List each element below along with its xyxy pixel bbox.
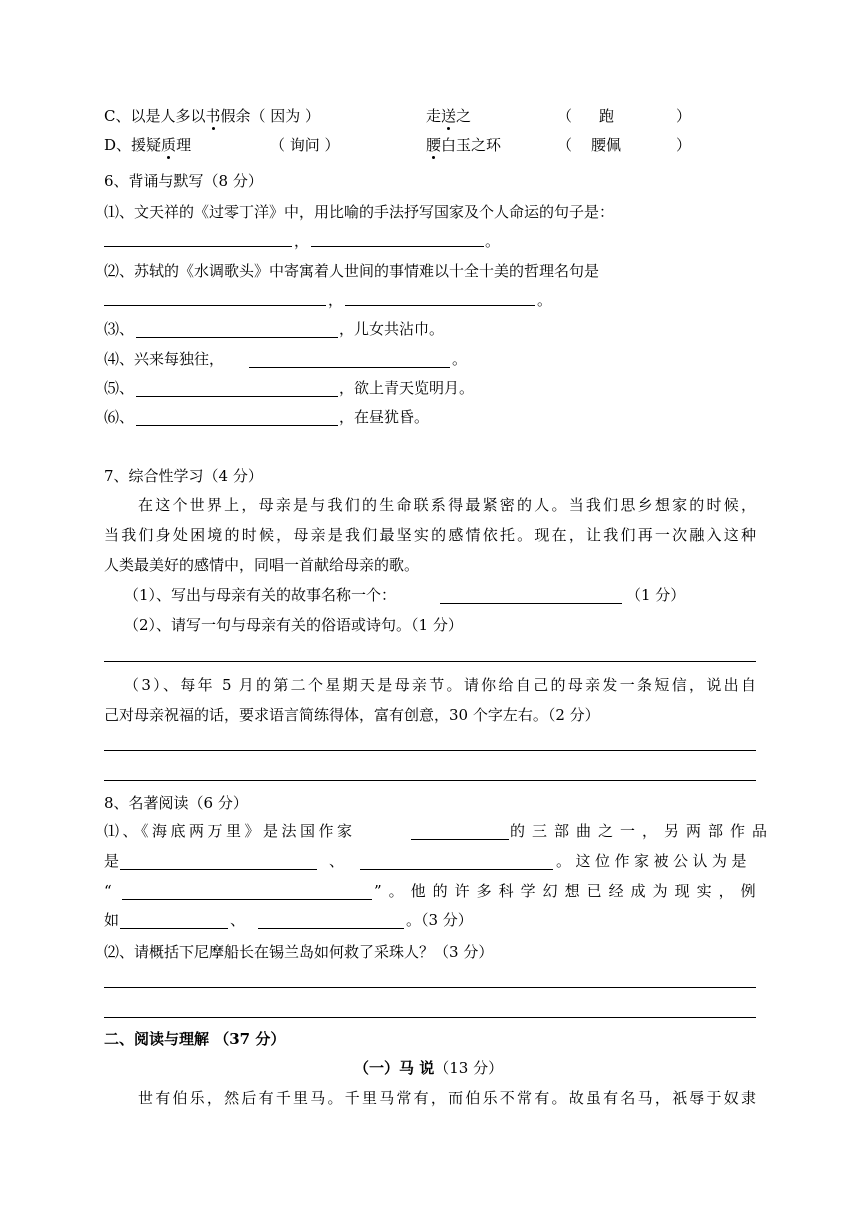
poem-line: ，欲上青天览明月。 — [339, 379, 475, 397]
punct: ， — [294, 232, 310, 250]
phrase-text: 走 — [426, 107, 442, 125]
answer-blank[interactable] — [360, 869, 553, 870]
points: 。（3 分） — [406, 911, 473, 929]
emphasized-char: 送 — [441, 107, 457, 125]
points: （1 分） — [626, 586, 686, 604]
option-d-meaning1: （ 询问 ） — [270, 136, 340, 154]
q6-item1-prompt: ⑴、文天祥的《过零丁洋》中，用比喻的手法抒写国家及个人命运的句子是： — [104, 203, 615, 221]
q6-item2-prompt: ⑵、苏轼的《水调歌头》中寄寓着人世间的事情难以十全十美的哲理名句是 — [104, 262, 600, 280]
q7-sub3-line: 己对母亲祝福的话，要求语言简练得体，富有创意，30 个字左右。（2 分） — [104, 706, 600, 724]
q8-text: 。这位作家被公认为是 — [556, 852, 752, 870]
points: （13 分） — [434, 1059, 504, 1077]
answer-line[interactable] — [104, 780, 756, 781]
paren-close: ） — [676, 107, 692, 125]
answer-blank[interactable] — [122, 899, 372, 900]
answer-blank[interactable] — [120, 928, 228, 929]
phrase-meaning: 假余（ 因为 ） — [220, 107, 321, 125]
punct: 、 — [230, 911, 246, 929]
phrase-text: 白玉之环 — [441, 136, 502, 154]
q8-text: ”。他的许多科学幻想已经成为现实，例 — [374, 882, 763, 900]
q7-paragraph-line: 在这个世界上，母亲是与我们的生命联系得最紧密的人。当我们思乡想家的时候， — [138, 496, 756, 514]
answer-blank[interactable] — [136, 425, 338, 426]
option-letter: D、 — [104, 136, 132, 154]
answer-blank[interactable] — [311, 246, 484, 247]
q7-sub1-prompt: （1）、写出与母亲有关的故事名称一个： — [124, 586, 397, 604]
answer-line[interactable] — [104, 661, 756, 662]
paren-open: （ — [557, 136, 573, 154]
passage-title-text: （一）马 说 — [354, 1059, 435, 1077]
q8-item2-prompt: ⑵、请概括下尼摩船长在锡兰岛如何救了采珠人？（3 分） — [104, 943, 494, 961]
answer-blank[interactable] — [440, 603, 622, 604]
q7-sub3-line: （3）、每年 5 月的第二个星期天是母亲节。请你给自己的母亲发一条短信，说出自 — [124, 676, 756, 694]
poem-line: ⑷、兴来每独往， — [104, 350, 225, 368]
option-d-phrase2 — [426, 135, 501, 155]
q7-sub2-prompt: （2）、请写一句与母亲有关的俗语或诗句。（1 分） — [124, 616, 463, 634]
phrase-text: 理 — [176, 136, 192, 154]
emphasized-char: 腰 — [426, 136, 442, 154]
answer-blank[interactable] — [136, 396, 338, 397]
answer-blank[interactable] — [411, 839, 509, 840]
item-number: ⑹、 — [104, 408, 135, 426]
q8-text: ⑴、《海底两万里》是法国作家 — [104, 822, 356, 840]
answer-blank[interactable] — [120, 869, 317, 870]
phrase-text: 之 — [456, 107, 472, 125]
option-d — [104, 135, 191, 155]
paren-open: （ — [557, 107, 573, 125]
answer-blank[interactable] — [136, 337, 338, 338]
punct: 。 — [452, 350, 468, 368]
punct: ， — [328, 291, 344, 309]
passage-title — [354, 1058, 503, 1078]
q8-text: 的三部曲之一，另两部作品 — [510, 822, 775, 840]
item-number: ⑶、 — [104, 320, 135, 338]
answer-blank[interactable] — [345, 305, 535, 306]
poem-line: ，儿女共沾巾。 — [339, 320, 445, 338]
punct: “ — [104, 882, 112, 900]
punct: 。 — [485, 232, 501, 250]
punct: 、 — [329, 852, 345, 870]
phrase-text: 以是人多以 — [130, 107, 206, 125]
option-letter: C、 — [104, 107, 131, 125]
answer-blank[interactable] — [104, 305, 326, 306]
answer-blank[interactable] — [249, 367, 450, 368]
option-c-meaning2: 跑 — [599, 107, 615, 125]
item-number: ⑸、 — [104, 379, 135, 397]
answer-blank[interactable] — [104, 246, 292, 247]
q7-title: 7、综合性学习（4 分） — [104, 467, 263, 485]
q8-text: 是 — [104, 852, 120, 870]
emphasized-char: 书 — [205, 107, 221, 125]
q7-paragraph-line: 当我们身处困境的时候，母亲是我们最坚实的感情依托。现在，让我们再一次融入这种 — [104, 526, 756, 544]
q8-text: 如 — [104, 911, 120, 929]
paren-close: ） — [676, 136, 692, 154]
punct: 。 — [537, 291, 553, 309]
passage-text: 世有伯乐，然后有千里马。千里马常有，而伯乐不常有。故虽有名马，祇辱于奴隶 — [138, 1089, 756, 1107]
q8-title: 8、名著阅读（6 分） — [104, 794, 248, 812]
answer-line[interactable] — [104, 1017, 756, 1018]
phrase-text: 援疑 — [131, 136, 162, 154]
section-heading: 二、阅读与理解 （37 分） — [104, 1030, 286, 1048]
emphasized-char: 质 — [161, 136, 177, 154]
answer-blank[interactable] — [258, 928, 404, 929]
answer-line[interactable] — [104, 750, 756, 751]
option-c — [104, 106, 320, 126]
option-d-meaning2: 腰佩 — [591, 136, 622, 154]
q6-title: 6、背诵与默写（8 分） — [104, 172, 263, 190]
option-c-phrase2 — [426, 106, 471, 126]
q7-paragraph-line: 人类最美好的感情中，同唱一首献给母亲的歌。 — [104, 556, 420, 574]
answer-line[interactable] — [104, 987, 756, 988]
poem-line: ，在昼犹昏。 — [339, 408, 430, 426]
